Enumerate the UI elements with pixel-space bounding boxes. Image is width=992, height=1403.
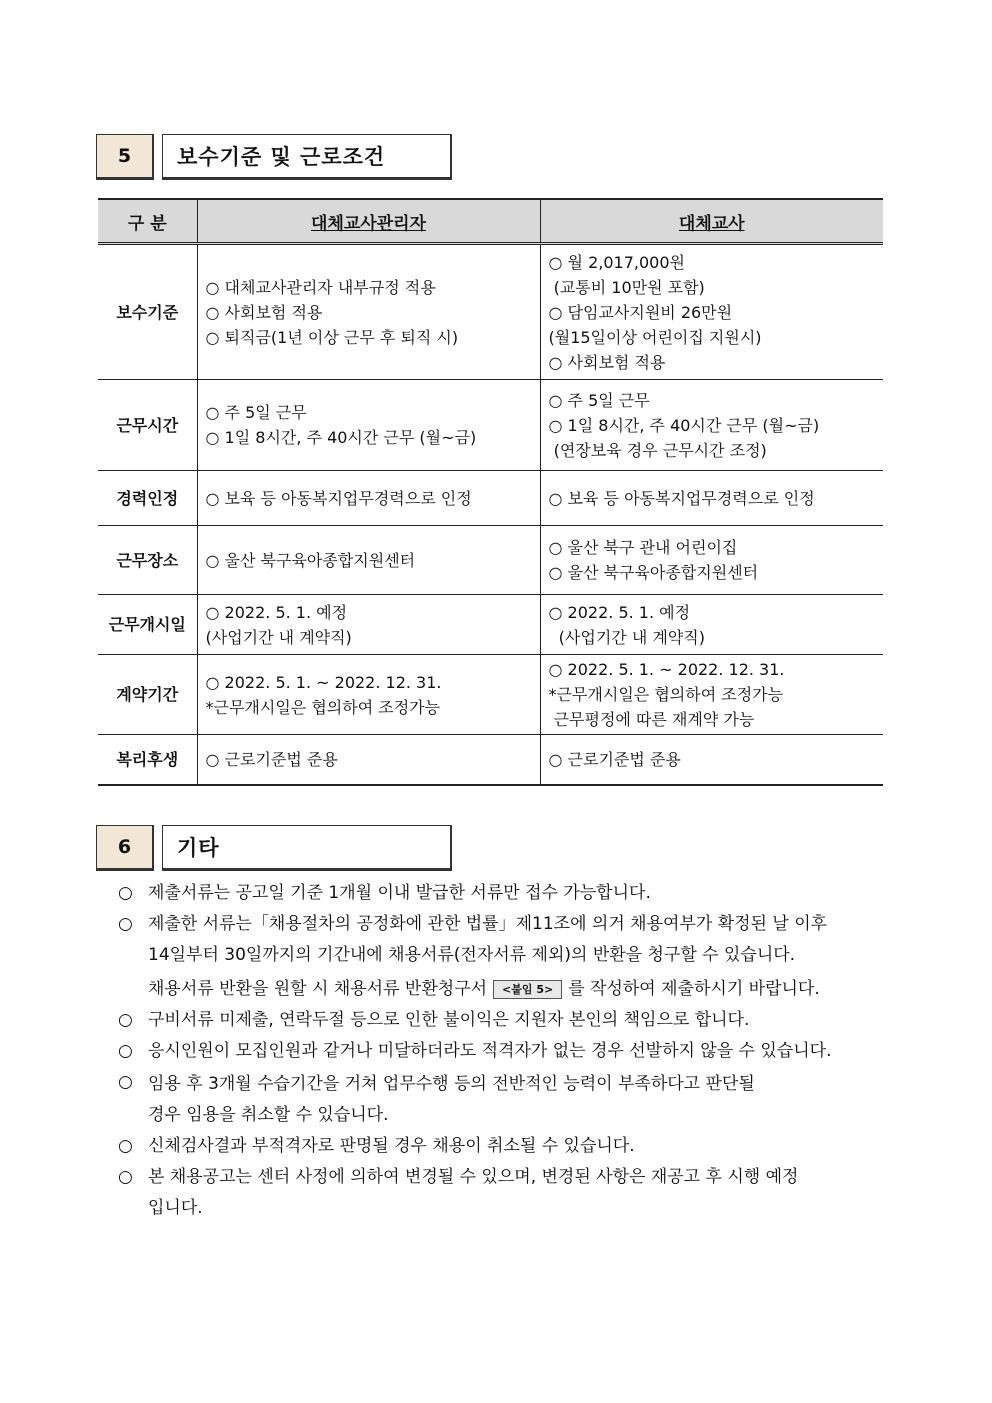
note-line: 제출한 서류는「채용절차의 공정화에 관한 법률」제11조에 의거 채용여부가 확정된 날 이후: [148, 914, 828, 934]
section-number: 5: [96, 134, 154, 180]
cell-line: ○ 월 2,017,000원: [548, 252, 685, 272]
note-item: [118, 909, 898, 1005]
section-title: 기타: [162, 825, 452, 871]
circle-bullet-icon: ○: [118, 1167, 133, 1187]
circle-bullet-icon: ○: [118, 1072, 133, 1092]
note-line: 입니다.: [148, 1198, 203, 1218]
header-teacher: [540, 199, 883, 244]
cell-line: ○ 2022. 5. 1. ~ 2022. 12. 31.: [205, 672, 442, 692]
cell-line: ○ 울산 북구 관내 어린이집: [548, 538, 738, 557]
table-row: [98, 526, 883, 595]
manager-cell: [197, 380, 540, 471]
note-line: 를 작성하여 제출하시기 바랍니다.: [568, 979, 820, 999]
row-label: 복리후생: [98, 735, 197, 785]
cell-line: ○ 2022. 5. 1. 예정: [205, 602, 348, 622]
notes-list: [118, 878, 898, 1224]
circle-bullet-icon: ○: [118, 914, 133, 934]
note-item: [118, 1067, 898, 1131]
manager-cell: [197, 595, 540, 655]
manager-cell: [197, 244, 540, 380]
note-line-with-attachment: [148, 974, 898, 1005]
cell-line: ○ 대체교사관리자 내부규정 적용: [205, 277, 436, 297]
teacher-cell: [540, 526, 883, 595]
cell-line: (월15일이상 어린이집 지원시): [548, 327, 762, 347]
cell-line: ○ 2022. 5. 1. 예정: [548, 602, 691, 622]
circle-bullet-icon: ○: [118, 1041, 133, 1061]
cell-line: ○ 담임교사지원비 26만원: [548, 302, 733, 322]
teacher-cell: [540, 735, 883, 785]
teacher-cell: [540, 655, 883, 735]
table-row: [98, 244, 883, 380]
note-item: [118, 1162, 898, 1224]
table-row: [98, 655, 883, 735]
cell-line: ○ 1일 8시간, 주 40시간 근무 (월~금): [548, 415, 820, 435]
cell-line: ○ 1일 8시간, 주 40시간 근무 (월~금): [205, 428, 477, 447]
table-row: [98, 471, 883, 526]
section-title: 보수기준 및 근로조건: [162, 134, 452, 180]
table-header-row: [98, 199, 883, 244]
circle-bullet-icon: ○: [118, 1010, 133, 1030]
row-label: 근무시간: [98, 380, 197, 471]
note-line: 응시인원이 모집인원과 같거나 미달하더라도 적격자가 없는 경우 선발하지 않을 수 있습니다.: [148, 1041, 832, 1061]
section-number: 6: [96, 825, 154, 871]
row-label: 경력인정: [98, 471, 197, 526]
note-item: [118, 1036, 898, 1067]
cell-line: *근무개시일은 협의하여 조정가능: [548, 685, 784, 704]
manager-cell: [197, 735, 540, 785]
row-label: 근무개시일: [98, 595, 197, 655]
cell-line: (사업기간 내 계약직): [548, 627, 705, 647]
note-line: 14일부터 30일까지의 기간내에 채용서류(전자서류 제외)의 반환을 청구할 수 있습니다.: [148, 945, 796, 965]
table-row: [98, 735, 883, 785]
conditions-table: [98, 198, 883, 786]
row-label: 보수기준: [98, 244, 197, 380]
note-line: 구비서류 미제출, 연락두절 등으로 인한 불이익은 지원자 본인의 책임으로 합니다.: [148, 1010, 750, 1030]
cell-line: ○ 근로기준법 준용: [548, 749, 681, 769]
header-manager-label: 대체교사관리자: [311, 213, 426, 234]
header-manager: [197, 199, 540, 244]
note-line: 임용 후 3개월 수습기간을 거쳐 업무수행 등의 전반적인 능력이 부족하다고 판단될: [148, 1074, 755, 1094]
cell-line: ○ 주 5일 근무: [548, 390, 650, 410]
note-line: 제출서류는 공고일 기준 1개월 이내 발급한 서류만 접수 가능합니다.: [148, 883, 651, 903]
cell-line: ○ 울산 북구육아종합지원센터: [205, 550, 416, 570]
cell-line: ○ 보육 등 아동복지업무경력으로 인정: [548, 488, 815, 508]
note-line: 채용서류 반환을 원할 시 채용서류 반환청구서: [148, 979, 488, 999]
circle-bullet-icon: ○: [118, 883, 133, 903]
note-line: 경우 임용을 취소할 수 있습니다.: [148, 1105, 389, 1125]
note-item: [118, 1005, 898, 1036]
table-row: [98, 595, 883, 655]
cell-line: ○ 퇴직금(1년 이상 근무 후 퇴직 시): [205, 327, 459, 347]
cell-line: ○ 사회보험 적용: [548, 352, 666, 372]
cell-line: (교통비 10만원 포함): [548, 277, 705, 297]
teacher-cell: [540, 595, 883, 655]
manager-cell: [197, 526, 540, 595]
table-row: [98, 380, 883, 471]
attachment-tag: <붙임 5>: [493, 980, 562, 999]
note-item: [118, 878, 898, 909]
cell-line: *근무개시일은 협의하여 조정가능: [205, 697, 441, 717]
row-label: 계약기간: [98, 655, 197, 735]
note-line: 신체검사결과 부적격자로 판명될 경우 채용이 취소될 수 있습니다.: [148, 1136, 635, 1156]
teacher-cell: [540, 380, 883, 471]
cell-line: ○ 울산 북구육아종합지원센터: [548, 563, 759, 582]
row-label: 근무장소: [98, 526, 197, 595]
cell-line: (연장보육 경우 근무시간 조정): [548, 440, 767, 460]
teacher-cell: [540, 244, 883, 380]
manager-cell: [197, 655, 540, 735]
header-teacher-label: 대체교사: [678, 213, 745, 234]
manager-cell: [197, 471, 540, 526]
cell-line: ○ 주 5일 근무: [205, 403, 307, 422]
teacher-cell: [540, 471, 883, 526]
cell-line: 근무평정에 따른 재계약 가능: [548, 710, 755, 729]
cell-line: ○ 2022. 5. 1. ~ 2022. 12. 31.: [548, 660, 785, 679]
header-category: 구 분: [98, 199, 197, 244]
cell-line: ○ 보육 등 아동복지업무경력으로 인정: [205, 488, 472, 508]
note-item: [118, 1131, 898, 1162]
note-line: 본 채용공고는 센터 사정에 의하여 변경될 수 있으며, 변경된 사항은 재공고 후 시행 예정: [148, 1167, 799, 1187]
cell-line: ○ 사회보험 적용: [205, 302, 323, 322]
cell-line: ○ 근로기준법 준용: [205, 749, 338, 769]
circle-bullet-icon: ○: [118, 1136, 133, 1156]
cell-line: (사업기간 내 계약직): [205, 627, 352, 647]
